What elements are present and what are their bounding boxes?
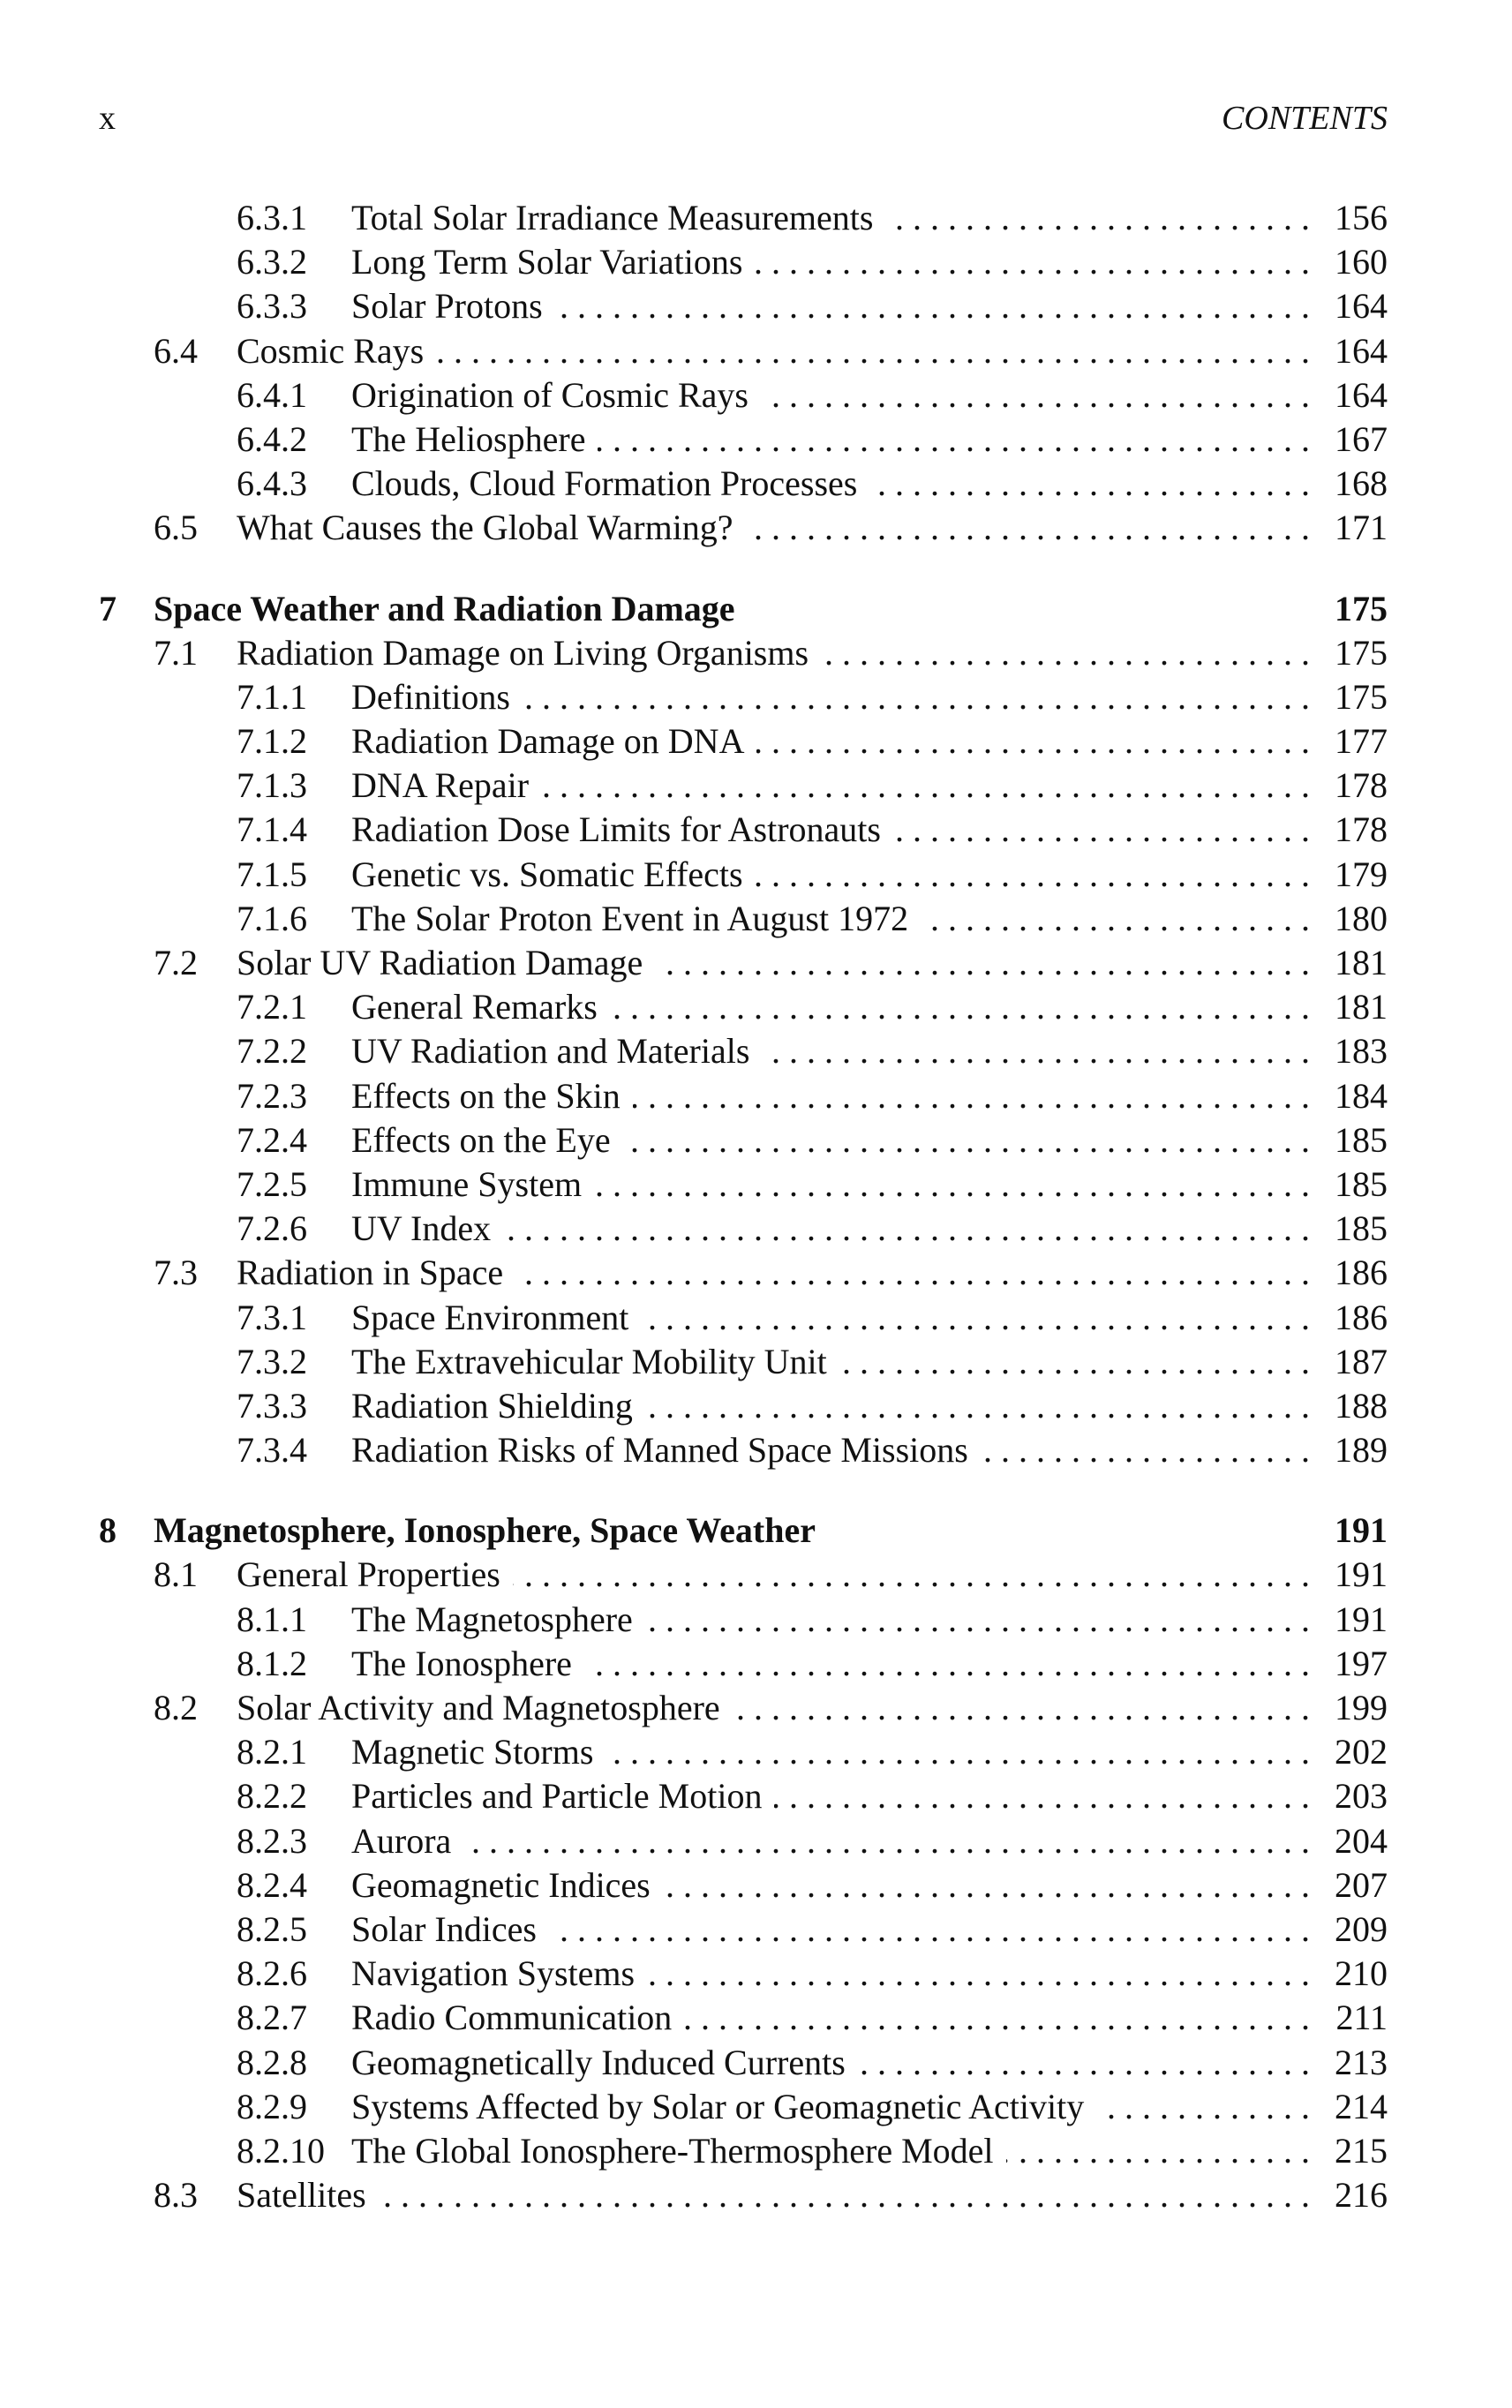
toc-dot-leader	[893, 808, 1310, 852]
toc-subsection-entry[interactable]	[99, 719, 1388, 764]
toc-entry-title: Radiation Shielding	[351, 1385, 633, 1426]
toc-entry-page: 186	[1335, 1297, 1388, 1337]
toc-entry-page: 160	[1335, 242, 1388, 282]
table-of-contents	[99, 196, 1388, 2217]
toc-section-entry[interactable]	[99, 941, 1388, 985]
toc-entry-number: 7.2.1	[237, 987, 307, 1027]
toc-entry-title: Effects on the Skin	[351, 1075, 621, 1116]
toc-entry-page: 197	[1335, 1643, 1388, 1683]
toc-entry-number: 6.4.2	[237, 418, 307, 459]
toc-entry-page: 202	[1335, 1732, 1388, 1772]
toc-dot-leader	[606, 1730, 1310, 1774]
toc-entry-title: The Magnetosphere	[351, 1599, 633, 1639]
toc-chapter-entry[interactable]	[99, 587, 1388, 631]
toc-dot-leader	[515, 1251, 1310, 1295]
toc-entry-page: 179	[1335, 854, 1388, 894]
toc-entry-title: The Ionosphere	[351, 1643, 572, 1683]
toc-entry-title: Navigation Systems	[351, 1953, 636, 1994]
toc-subsection-entry[interactable]	[99, 1118, 1388, 1163]
toc-entry-title: DNA Repair	[351, 765, 530, 806]
toc-subsection-entry[interactable]	[99, 1384, 1388, 1428]
toc-entry-number: 6.4	[154, 330, 198, 371]
toc-entry-number: 7.1.3	[237, 765, 307, 806]
toc-entry-page: 191	[1335, 1599, 1388, 1639]
toc-dot-leader	[755, 240, 1310, 284]
toc-entry-title: Satellites	[237, 2175, 366, 2216]
toc-section-entry[interactable]	[99, 1553, 1388, 1597]
toc-subsection-entry[interactable]	[99, 373, 1388, 418]
toc-subsection-entry[interactable]	[99, 1074, 1388, 1118]
toc-subsection-entry[interactable]	[99, 1996, 1388, 2040]
toc-entry-number: 8.2.10	[237, 2130, 325, 2171]
toc-entry-page: 203	[1335, 1776, 1388, 1817]
toc-entry-number: 6.4.1	[237, 374, 307, 415]
toc-entry-page: 175	[1335, 632, 1388, 673]
toc-dot-leader	[555, 284, 1310, 328]
toc-entry-title: Radiation in Space	[237, 1253, 504, 1293]
toc-entry-title: Total Solar Irradiance Measurements	[351, 198, 874, 237]
toc-entry-number: 7.1.2	[237, 721, 307, 762]
toc-dot-leader	[633, 1074, 1310, 1118]
toc-entry-title: Radiation Dose Limits for Astronauts	[351, 809, 881, 850]
toc-entry-page: 191	[1335, 1554, 1388, 1595]
toc-dot-leader	[655, 941, 1310, 985]
toc-dot-leader	[379, 2173, 1310, 2217]
toc-dot-leader	[756, 719, 1310, 764]
toc-dot-leader	[756, 853, 1310, 897]
toc-entry-title: Radiation Damage on DNA	[351, 721, 745, 762]
toc-subsection-entry[interactable]	[99, 1207, 1388, 1251]
toc-dot-leader	[885, 196, 1310, 240]
toc-subsection-entry[interactable]	[99, 1863, 1388, 1908]
toc-entry-title: Space Environment	[351, 1297, 629, 1337]
toc-entry-number: 8.1.2	[237, 1643, 307, 1683]
toc-entry-number: 8.1.1	[237, 1599, 307, 1639]
toc-dot-leader	[858, 2041, 1310, 2085]
toc-dot-leader	[598, 418, 1310, 462]
page-header	[99, 99, 1388, 152]
toc-subsection-entry[interactable]	[99, 418, 1388, 462]
toc-entry-title: Genetic vs. Somatic Effects	[351, 854, 743, 894]
toc-entry-number: 8.2.4	[237, 1864, 307, 1905]
toc-dot-leader	[1006, 2129, 1310, 2173]
toc-entry-title: The Global Ionosphere-Thermosphere Model	[351, 2130, 994, 2171]
toc-entry-title: Effects on the Eye	[351, 1119, 611, 1160]
toc-entry-page: 183	[1335, 1031, 1388, 1072]
toc-entry-title: Origination of Cosmic Rays	[351, 374, 748, 415]
toc-entry-number: 7.1.1	[237, 676, 307, 717]
toc-dot-leader	[513, 1553, 1310, 1597]
toc-dot-leader	[645, 1384, 1310, 1428]
toc-entry-number: 7.2	[154, 943, 198, 982]
toc-subsection-entry[interactable]	[99, 675, 1388, 719]
toc-entry-number: 8.1	[154, 1554, 198, 1595]
toc-entry-title: Solar Activity and Magnetosphere	[237, 1688, 720, 1727]
toc-section-entry[interactable]	[99, 1686, 1388, 1730]
toc-entry-page: 213	[1335, 2042, 1388, 2082]
toc-entry-title: Magnetic Storms	[351, 1732, 594, 1772]
toc-entry-page: 171	[1335, 508, 1388, 548]
toc-subsection-entry[interactable]	[99, 1908, 1388, 1952]
toc-dot-leader	[762, 1029, 1310, 1073]
toc-entry-number: 7.3.4	[237, 1430, 307, 1471]
toc-entry-number: 7.1	[154, 632, 198, 673]
toc-subsection-entry[interactable]	[99, 1296, 1388, 1340]
toc-dot-leader	[746, 506, 1310, 550]
toc-entry-title: What Causes the Global Warming?	[237, 508, 733, 548]
toc-entry-number: 6.3.1	[237, 198, 307, 237]
toc-entry-page: 168	[1335, 463, 1388, 504]
toc-entry-number: 8.2.6	[237, 1953, 307, 1994]
toc-entry-page: 189	[1335, 1430, 1388, 1471]
toc-dot-leader	[641, 1296, 1310, 1340]
toc-entry-number: 6.3.3	[237, 286, 307, 327]
toc-dot-leader	[774, 1774, 1310, 1818]
toc-entry-page: 214	[1335, 2086, 1388, 2126]
toc-entry-number: 7.3.2	[237, 1341, 307, 1381]
toc-subsection-entry[interactable]	[99, 1163, 1388, 1207]
toc-dot-leader	[869, 462, 1310, 506]
toc-entry-number: 7.1.4	[237, 809, 307, 850]
toc-entry-title: Radio Communication	[351, 1998, 673, 2038]
toc-entry-page: 209	[1335, 1908, 1388, 1949]
toc-entry-number: 7.3.3	[237, 1385, 307, 1426]
toc-entry-page: 191	[1335, 1510, 1388, 1551]
toc-entry-title: Clouds, Cloud Formation Processes	[351, 463, 858, 504]
toc-subsection-entry[interactable]	[99, 808, 1388, 852]
toc-subsection-entry[interactable]	[99, 1952, 1388, 1996]
toc-dot-leader	[921, 897, 1310, 941]
toc-entry-page: 185	[1335, 1163, 1388, 1204]
toc-entry-number: 8.2.9	[237, 2086, 307, 2126]
toc-entry-page: 188	[1335, 1385, 1388, 1426]
toc-subsection-entry[interactable]	[99, 1774, 1388, 1818]
toc-entry-number: 7	[99, 588, 117, 628]
toc-dot-leader	[463, 1819, 1310, 1863]
toc-entry-page: 204	[1335, 1820, 1388, 1861]
toc-entry-title: Cosmic Rays	[237, 330, 425, 371]
toc-entry-title: The Heliosphere	[351, 418, 586, 459]
toc-subsection-entry[interactable]	[99, 1428, 1388, 1472]
toc-entry-page: 175	[1335, 676, 1388, 717]
toc-dot-leader	[584, 1642, 1310, 1686]
toc-entry-page: 164	[1335, 374, 1388, 415]
toc-entry-title: Immune System	[351, 1163, 583, 1204]
toc-section-entry[interactable]	[99, 329, 1388, 373]
toc-dot-leader	[1096, 2085, 1310, 2129]
toc-entry-number: 8.2.7	[237, 1998, 307, 2038]
toc-entry-number: 7.2.3	[237, 1075, 307, 1116]
toc-dot-leader	[761, 373, 1310, 418]
toc-entry-number: 8.2.1	[237, 1732, 307, 1772]
toc-entry-number: 8.2.5	[237, 1908, 307, 1949]
toc-dot-leader	[436, 329, 1310, 373]
toc-section-entry[interactable]	[99, 2173, 1388, 2217]
toc-entry-title: UV Index	[351, 1208, 492, 1249]
toc-chapter-entry[interactable]	[99, 1509, 1388, 1553]
toc-subsection-entry[interactable]	[99, 897, 1388, 941]
toc-entry-title: Geomagnetically Induced Currents	[351, 2042, 846, 2082]
toc-dot-leader	[684, 1996, 1310, 2040]
toc-subsection-entry[interactable]	[99, 1598, 1388, 1642]
toc-entry-page: 164	[1335, 286, 1388, 327]
toc-entry-number: 7.2.4	[237, 1119, 307, 1160]
toc-dot-leader	[610, 985, 1310, 1029]
toc-entry-page: 156	[1335, 198, 1388, 237]
toc-dot-leader	[733, 1686, 1310, 1730]
toc-entry-title: Aurora	[351, 1820, 452, 1861]
toc-entry-title: Geomagnetic Indices	[351, 1864, 651, 1905]
toc-entry-number: 8.2.3	[237, 1820, 307, 1861]
toc-entry-page: 181	[1335, 987, 1388, 1027]
toc-entry-number: 8.3	[154, 2175, 198, 2216]
toc-subsection-entry[interactable]	[99, 1642, 1388, 1686]
toc-entry-title: UV Radiation and Materials	[351, 1031, 750, 1072]
toc-entry-page: 177	[1335, 721, 1388, 762]
toc-entry-title: The Extravehicular Mobility Unit	[351, 1341, 827, 1381]
toc-dot-leader	[981, 1428, 1310, 1472]
toc-entry-page: 184	[1335, 1075, 1388, 1116]
toc-subsection-entry[interactable]	[99, 240, 1388, 284]
toc-entry-title: General Properties	[237, 1554, 500, 1595]
toc-subsection-entry[interactable]	[99, 985, 1388, 1029]
toc-entry-title: Magnetosphere, Ionosphere, Space Weather	[154, 1510, 816, 1551]
toc-entry-page: 185	[1335, 1208, 1388, 1249]
toc-dot-leader	[503, 1207, 1310, 1251]
toc-entry-number: 7.3	[154, 1253, 198, 1293]
toc-dot-leader	[623, 1118, 1310, 1163]
toc-entry-page: 186	[1335, 1253, 1388, 1293]
toc-section-entry[interactable]	[99, 1251, 1388, 1295]
toc-entry-title: Solar UV Radiation Damage	[237, 943, 643, 982]
toc-entry-page: 210	[1335, 1953, 1388, 1994]
toc-entry-number: 7.3.1	[237, 1297, 307, 1337]
toc-entry-title: Long Term Solar Variations	[351, 242, 743, 282]
toc-entry-number: 7.1.5	[237, 854, 307, 894]
toc-entry-number: 7.1.6	[237, 898, 307, 938]
toc-entry-number: 6.3.2	[237, 242, 307, 282]
toc-entry-title: Solar Indices	[351, 1908, 537, 1949]
toc-subsection-entry[interactable]	[99, 2129, 1388, 2173]
toc-entry-title: The Solar Proton Event in August 1972	[351, 898, 909, 938]
toc-entry-page: 178	[1335, 765, 1388, 806]
toc-entry-page: 211	[1335, 1998, 1388, 2038]
toc-entry-title: Space Weather and Radiation Damage	[154, 588, 735, 628]
toc-entry-page: 216	[1335, 2175, 1388, 2216]
toc-entry-page: 178	[1335, 809, 1388, 850]
toc-entry-number: 6.5	[154, 508, 198, 548]
toc-dot-leader	[541, 764, 1310, 808]
page-number: x	[99, 100, 116, 137]
toc-dot-leader	[663, 1863, 1310, 1908]
toc-subsection-entry[interactable]	[99, 1819, 1388, 1863]
toc-entry-page: 180	[1335, 898, 1388, 938]
toc-dot-leader	[821, 631, 1310, 675]
toc-dot-leader	[549, 1908, 1310, 1952]
toc-entry-page: 164	[1335, 330, 1388, 371]
toc-section-entry[interactable]	[99, 506, 1388, 550]
toc-entry-page: 187	[1335, 1341, 1388, 1381]
toc-dot-leader	[523, 675, 1310, 719]
toc-subsection-entry[interactable]	[99, 2041, 1388, 2085]
toc-subsection-entry[interactable]	[99, 1340, 1388, 1384]
toc-entry-page: 167	[1335, 418, 1388, 459]
toc-entry-number: 7.2.2	[237, 1031, 307, 1072]
toc-entry-title: Solar Protons	[351, 286, 543, 327]
toc-entry-title: Radiation Risks of Manned Space Missions	[351, 1430, 968, 1471]
toc-subsection-entry[interactable]	[99, 196, 1388, 240]
toc-entry-title: Radiation Damage on Living Organisms	[237, 632, 809, 673]
toc-entry-number: 8	[99, 1510, 117, 1551]
toc-entry-number: 7.2.6	[237, 1208, 307, 1249]
toc-dot-leader	[647, 1952, 1310, 1996]
toc-subsection-entry[interactable]	[99, 764, 1388, 808]
toc-dot-leader	[839, 1340, 1310, 1384]
toc-entry-title: General Remarks	[351, 987, 598, 1027]
toc-dot-leader	[645, 1598, 1310, 1642]
toc-entry-title: Systems Affected by Solar or Geomagnetic Activity	[351, 2086, 1085, 2126]
toc-entry-page: 207	[1335, 1864, 1388, 1905]
toc-subsection-entry[interactable]	[99, 1029, 1388, 1073]
toc-entry-number: 8.2.2	[237, 1776, 307, 1817]
toc-subsection-entry[interactable]	[99, 284, 1388, 328]
toc-entry-page: 175	[1335, 588, 1388, 628]
toc-entry-number: 8.2.8	[237, 2042, 307, 2082]
toc-entry-number: 7.2.5	[237, 1163, 307, 1204]
toc-section-entry[interactable]	[99, 631, 1388, 675]
toc-entry-page: 215	[1335, 2130, 1388, 2171]
toc-entry-page: 199	[1335, 1688, 1388, 1727]
toc-entry-number: 8.2	[154, 1688, 198, 1727]
toc-entry-title: Definitions	[351, 676, 510, 717]
toc-subsection-entry[interactable]	[99, 462, 1388, 506]
toc-entry-number: 6.4.3	[237, 463, 307, 504]
running-title: CONTENTS	[1222, 100, 1388, 137]
toc-dot-leader	[594, 1163, 1310, 1207]
toc-entry-title: Particles and Particle Motion	[351, 1776, 763, 1817]
toc-subsection-entry[interactable]	[99, 853, 1388, 897]
toc-entry-page: 185	[1335, 1119, 1388, 1160]
toc-subsection-entry[interactable]	[99, 2085, 1388, 2129]
toc-subsection-entry[interactable]	[99, 1730, 1388, 1774]
toc-entry-page: 181	[1335, 943, 1388, 982]
